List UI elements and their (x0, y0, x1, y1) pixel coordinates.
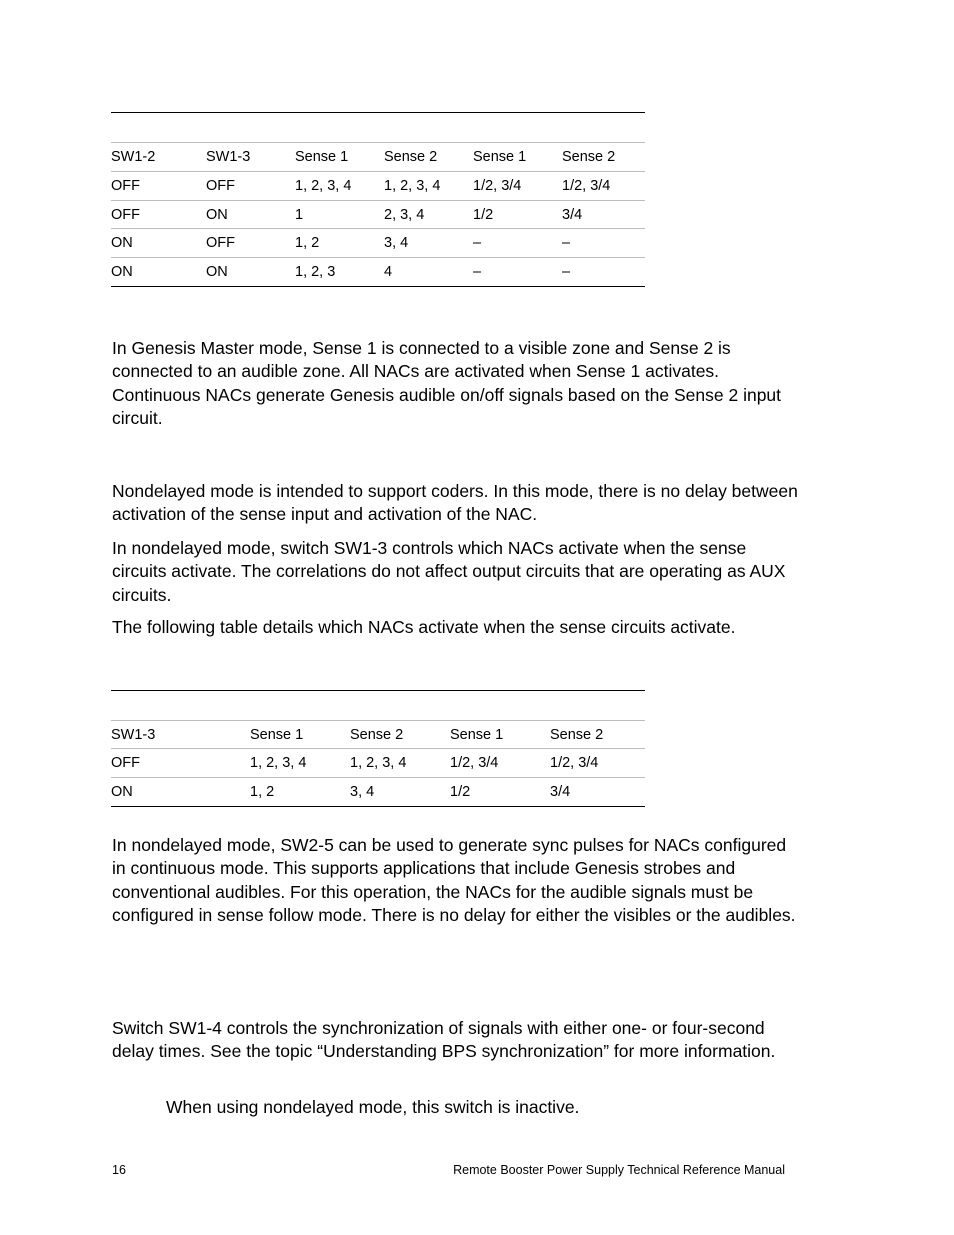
table-row (111, 257, 645, 287)
table-header-row (111, 720, 645, 749)
table-cell: 3/4 (562, 207, 583, 223)
table-cell: 1/2 (473, 207, 494, 223)
column-header: SW1-3 (206, 149, 251, 165)
table-cell: 3, 4 (384, 235, 409, 251)
column-header: Sense 2 (562, 149, 616, 165)
table-cell: OFF (111, 755, 140, 771)
column-header: Sense 1 (250, 727, 304, 743)
table-cell: 2, 3, 4 (384, 207, 425, 223)
footer-manual-title: Remote Booster Power Supply Technical Reference Manual (453, 1163, 785, 1177)
table-cell: 1, 2 (250, 784, 275, 800)
table-cell: OFF (206, 178, 235, 194)
table-row (111, 748, 645, 777)
table-cell: 1, 2, 3 (295, 264, 336, 280)
table-row (111, 228, 645, 257)
table-cell: ON (111, 264, 133, 280)
column-header: Sense 1 (295, 149, 349, 165)
table-cell: – (473, 235, 482, 251)
paragraph-sw1-4-sync: Switch SW1-4 controls the synchronization of signals with either one- or four-second delay times. See the topic “Understanding BPS synchronization” for more information. (112, 1018, 776, 1062)
column-header: Sense 2 (384, 149, 438, 165)
table-cell: 1 (295, 207, 304, 223)
table-cell: ON (111, 235, 133, 251)
column-header: Sense 1 (450, 727, 504, 743)
table-cell: – (562, 235, 571, 251)
note-switch-inactive: When using nondelayed mode, this switch is inactive. (166, 1097, 580, 1117)
table-cell: 3/4 (550, 784, 571, 800)
table-cell: ON (206, 207, 228, 223)
table-cell: 1/2 (450, 784, 471, 800)
paragraph-genesis-master: In Genesis Master mode, Sense 1 is connected to a visible zone and Sense 2 is connected to an audible zone. All NACs are activated when Sense 1 activates. Continuous NACs generate Genesis audible on/off signals based on the Sense 2 input circuit. (112, 338, 782, 429)
paragraph-nondelayed-intro: Nondelayed mode is intended to support coders. In this mode, there is no delay between activation of the sense input and activation of the NAC. (112, 481, 798, 525)
table-cell: 1, 2, 3, 4 (295, 178, 352, 194)
table-cell: OFF (111, 207, 140, 223)
table-cell: 1, 2, 3, 4 (250, 755, 307, 771)
table-cell: 1/2, 3/4 (562, 178, 611, 194)
table-cell: ON (206, 264, 228, 280)
table-cell: 1/2, 3/4 (550, 755, 599, 771)
table-cell: 4 (384, 264, 393, 280)
paragraph-table-intro: The following table details which NACs activate when the sense circuits activate. (112, 617, 736, 637)
table-cell: 1/2, 3/4 (450, 755, 499, 771)
table-cell: 3, 4 (350, 784, 375, 800)
column-header: Sense 1 (473, 149, 527, 165)
table-cell: 1, 2 (295, 235, 320, 251)
column-header: Sense 2 (350, 727, 404, 743)
paragraph-nondelayed-sw1-3: In nondelayed mode, switch SW1-3 controls which NACs activate when the sense circuits activate. The correlations do not affect output circuits that are operating as AUX circuits. (112, 538, 786, 605)
table-row (111, 777, 645, 807)
table-cell: 1/2, 3/4 (473, 178, 522, 194)
page-number: 16 (112, 1163, 126, 1177)
table-cell: 1, 2, 3, 4 (384, 178, 441, 194)
column-header: SW1-2 (111, 149, 156, 165)
column-header: SW1-3 (111, 727, 156, 743)
table-cell: OFF (206, 235, 235, 251)
paragraph-sw2-5-sync: In nondelayed mode, SW2-5 can be used to generate sync pulses for NACs configured in continuous mode. This supports applications that include Genesis strobes and conventional audibles. For this operation, the NACs for the audible signals must be configured in sense follow mode. There is no delay for either the visibles or the audibles. (112, 835, 796, 926)
table-cell: – (562, 264, 571, 280)
table-row (111, 171, 645, 200)
table-cell: OFF (111, 178, 140, 194)
table-cell: 1, 2, 3, 4 (350, 755, 407, 771)
table-cell: – (473, 264, 482, 280)
column-header: Sense 2 (550, 727, 604, 743)
table-cell: ON (111, 784, 133, 800)
table-header-row (111, 142, 645, 171)
table-row (111, 200, 645, 229)
